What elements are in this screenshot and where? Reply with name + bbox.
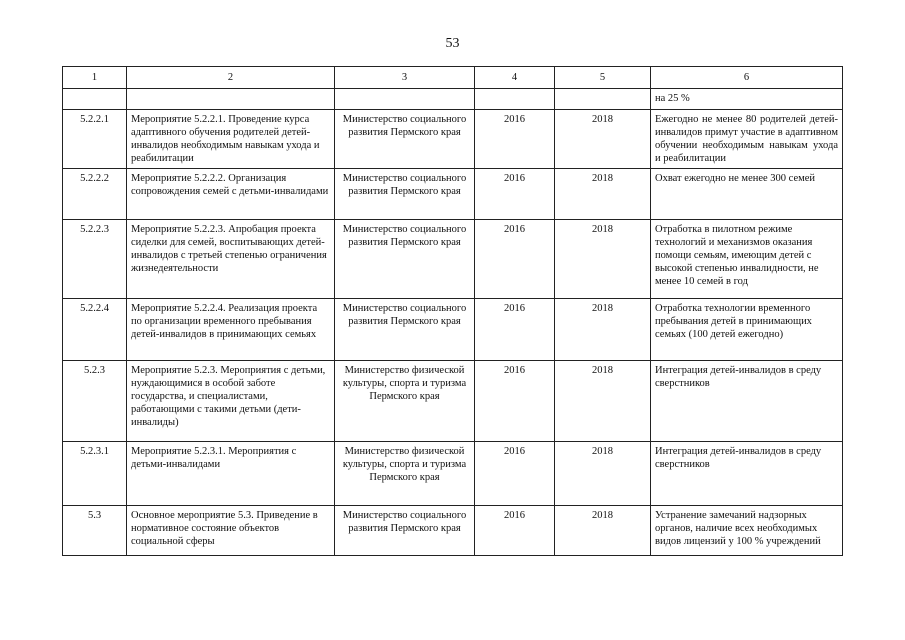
page-number: 53 bbox=[445, 36, 460, 51]
cell-start-year: 2016 bbox=[475, 220, 555, 299]
cell-end-year: 2018 bbox=[555, 220, 651, 299]
column-header: 6 bbox=[651, 67, 843, 89]
cell-result: Отработка в пилотном режиме технологий и механизмов оказания помощи семьям, имеющим детей с высокой степенью инвалидности, не менее 10 семей в год bbox=[651, 220, 843, 299]
cell-end-year: 2018 bbox=[555, 442, 651, 506]
column-header: 4 bbox=[475, 67, 555, 89]
cell-number: 5.2.3.1 bbox=[63, 442, 127, 506]
cell-number: 5.2.2.2 bbox=[63, 169, 127, 220]
cell-number: 5.2.2.3 bbox=[63, 220, 127, 299]
table-row bbox=[63, 299, 843, 361]
cell-executor: Министерство физической культуры, спорта и туризма Пермского края bbox=[335, 361, 475, 442]
column-header: 3 bbox=[335, 67, 475, 89]
cell-number: 5.2.2.1 bbox=[63, 110, 127, 169]
cell-end-year: 2018 bbox=[555, 169, 651, 220]
cell-end-year: 2018 bbox=[555, 299, 651, 361]
cell-result: Интеграция детей-инвалидов в среду сверстников bbox=[651, 442, 843, 506]
cell-end-year bbox=[555, 89, 651, 110]
cell-executor: Министерство физической культуры, спорта и туризма Пермского края bbox=[335, 442, 475, 506]
cell-result: Ежегодно не менее 80 родителей детей-инвалидов примут участие в адаптивном обучении необходимым навыкам ухода и реабилитации bbox=[651, 110, 843, 169]
column-header: 1 bbox=[63, 67, 127, 89]
cell-start-year: 2016 bbox=[475, 442, 555, 506]
column-header: 2 bbox=[127, 67, 335, 89]
cell-result: Охват ежегодно не менее 300 семей bbox=[651, 169, 843, 220]
cell-number: 5.2.3 bbox=[63, 361, 127, 442]
cell-name: Мероприятие 5.2.3.1. Мероприятия с детьми-инвалидами bbox=[127, 442, 335, 506]
cell-number bbox=[63, 89, 127, 110]
cell-executor: Министерство социального развития Пермского края bbox=[335, 299, 475, 361]
cell-executor: Министерство социального развития Пермского края bbox=[335, 506, 475, 556]
cell-start-year: 2016 bbox=[475, 299, 555, 361]
table-row bbox=[63, 110, 843, 169]
cell-result: Отработка технологии временного пребывания детей в принимающих семьях (100 детей ежегодно) bbox=[651, 299, 843, 361]
cell-number: 5.2.2.4 bbox=[63, 299, 127, 361]
cell-executor: Министерство социального развития Пермского края bbox=[335, 169, 475, 220]
cell-executor: Министерство социального развития Пермского края bbox=[335, 220, 475, 299]
header-row bbox=[63, 67, 843, 89]
cell-start-year: 2016 bbox=[475, 361, 555, 442]
column-header: 5 bbox=[555, 67, 651, 89]
measures-table bbox=[62, 66, 843, 556]
cell-result: Устранение замечаний надзорных органов, наличие всех необходимых видов лицензий у 100 % учреждений bbox=[651, 506, 843, 556]
cell-result: на 25 % bbox=[651, 89, 843, 110]
cell-end-year: 2018 bbox=[555, 361, 651, 442]
table-row bbox=[63, 442, 843, 506]
cell-name: Основное мероприятие 5.3. Приведение в нормативное состояние объектов социальной сферы bbox=[127, 506, 335, 556]
table-row bbox=[63, 220, 843, 299]
cell-start-year: 2016 bbox=[475, 506, 555, 556]
cell-result: Интеграция детей-инвалидов в среду сверстников bbox=[651, 361, 843, 442]
cell-number: 5.3 bbox=[63, 506, 127, 556]
cell-name: Мероприятие 5.2.2.3. Апробация проекта сиделки для семей, воспитывающих детей-инвалидов с третьей степенью ограничения жизнедеятельности bbox=[127, 220, 335, 299]
table-row bbox=[63, 169, 843, 220]
cell-end-year: 2018 bbox=[555, 110, 651, 169]
cell-name: Мероприятие 5.2.2.2. Организация сопровождения семей с детьми-инвалидами bbox=[127, 169, 335, 220]
continuation-row bbox=[63, 89, 843, 110]
cell-name: Мероприятие 5.2.2.1. Проведение курса адаптивного обучения родителей детей-инвалидов необходимым навыкам ухода и реабилитации bbox=[127, 110, 335, 169]
cell-name bbox=[127, 89, 335, 110]
cell-end-year: 2018 bbox=[555, 506, 651, 556]
cell-start-year: 2016 bbox=[475, 110, 555, 169]
cell-executor: Министерство социального развития Пермского края bbox=[335, 110, 475, 169]
table-row bbox=[63, 361, 843, 442]
cell-start-year bbox=[475, 89, 555, 110]
cell-name: Мероприятие 5.2.2.4. Реализация проекта по организации временного пребывания детей-инвалидов в принимающих семьях bbox=[127, 299, 335, 361]
cell-name: Мероприятие 5.2.3. Мероприятия с детьми, нуждающимися в особой заботе государства, и специалистами, работающими с такими детьми (дети-инвалиды) bbox=[127, 361, 335, 442]
cell-start-year: 2016 bbox=[475, 169, 555, 220]
cell-executor bbox=[335, 89, 475, 110]
table-row bbox=[63, 506, 843, 556]
